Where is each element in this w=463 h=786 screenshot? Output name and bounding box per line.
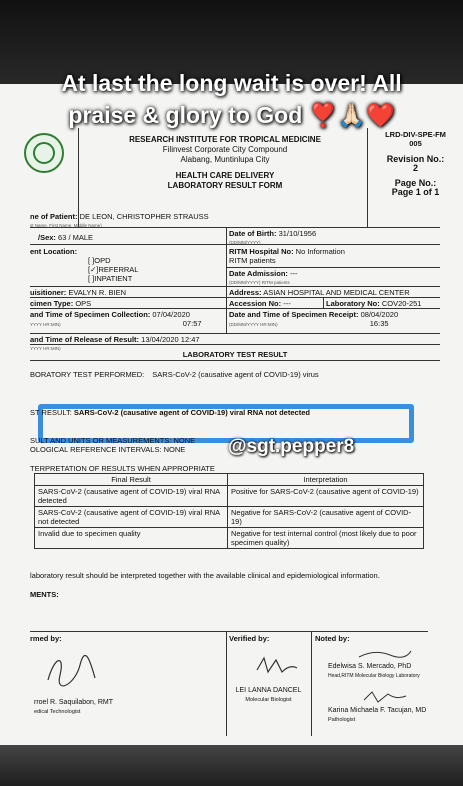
dob-row <box>229 229 316 247</box>
interpretation-title: TERPRETATION OF RESULTS WHEN APPROPRIATE <box>30 464 215 473</box>
test-result-row <box>30 408 310 417</box>
final-result-cell: Invalid due to specimen quality <box>35 528 228 549</box>
age-sex-label: /Sex: <box>38 233 56 242</box>
doc-code-suffix: 005 <box>409 139 422 148</box>
receipt-label: Date and Time of Specimen Receipt: <box>229 310 359 319</box>
revision-value: 2 <box>412 163 418 173</box>
story-caption-line-2 <box>0 102 463 129</box>
test-result-label: ST RESULT: <box>30 408 72 417</box>
noter1-name: Edelwisa S. Mercado, PhD <box>328 663 412 670</box>
opd-checkbox: [ ]OPD <box>88 256 111 265</box>
location-label: ent Location: <box>30 247 78 256</box>
final-result-header: Final Result <box>35 474 228 486</box>
patient-name-hint: st Name, First Name, Middle Name) <box>30 223 102 228</box>
revision-label: Revision No.: <box>386 154 445 164</box>
collection-time: 07:57 <box>182 319 202 328</box>
test-performed-label: BORATORY TEST PERFORMED: <box>30 370 145 379</box>
dob-label: Date of Birth: <box>229 229 277 238</box>
address-label: Address: <box>229 288 262 297</box>
verifier-name: LEI LANNA DANCEL <box>235 687 302 694</box>
ritm-logo <box>24 133 64 173</box>
inpatient-checkbox: [ ]INPATIENT <box>88 274 133 283</box>
table-row <box>35 528 424 549</box>
instagram-handle: @sgt.pepper8 <box>228 436 355 457</box>
noter2-title: Pathologist <box>328 717 356 723</box>
requisitioner-value: EVALYN R. BIEN <box>68 288 127 297</box>
collection-date: 07/04/2020 <box>152 310 190 319</box>
comments-label: MENTS: <box>30 590 59 599</box>
verifier-title: Molecular Biologist <box>245 697 292 703</box>
interpretation-table <box>34 473 424 549</box>
institute-name: RESEARCH INSTITUTE FOR TROPICAL MEDICINE <box>129 135 321 144</box>
patient-name-label: ne of Patient: <box>30 212 78 221</box>
specimen-type-row <box>30 299 91 308</box>
noter2-name: Karina Michaela F. Tacujan, MD <box>328 707 427 714</box>
receipt-date: 08/04/2020 <box>360 310 399 319</box>
performer-name: rroel R. Saquilabon, RMT <box>34 699 113 706</box>
hospital-no-sub: RITM patients <box>229 256 276 265</box>
noted-by-label: Noted by: <box>315 634 350 643</box>
dob-hint: (DD/MM/YYYY) <box>229 240 261 245</box>
test-performed-value: SARS-CoV-2 (causative agent of COVID-19) virus <box>152 370 319 379</box>
lab-no-label: Laboratory No: <box>326 299 380 308</box>
document-control-info <box>368 130 463 197</box>
noter1-signature <box>355 645 415 663</box>
section-title: LABORATORY TEST RESULT <box>182 350 288 359</box>
referral-checkbox: [✓]REFERRAL <box>88 265 139 274</box>
test-result-value: SARS-CoV-2 (causative agent of COVID-19) viral RNA not detected <box>73 408 310 417</box>
lab-no-value: COV20-251 <box>381 299 422 308</box>
final-result-cell: SARS-CoV-2 (causative agent of COVID-19) viral RNA detected <box>35 486 228 507</box>
lab-no-row <box>326 299 421 308</box>
reference-line: OLOGICAL REFERENCE INTERVALS: NONE <box>30 445 186 454</box>
interpretation-cell: Positive for SARS-CoV-2 (causative agent of COVID-19) <box>228 486 424 507</box>
accession-value: --- <box>283 299 291 308</box>
accession-label: Accession No: <box>229 299 282 308</box>
test-performed-row <box>30 370 319 379</box>
form-name: LABORATORY RESULT FORM <box>167 181 283 190</box>
release-label: and Time of Release of Result: <box>30 335 140 344</box>
release-value: 13/04/2020 12:47 <box>141 335 200 344</box>
hospital-no-row <box>229 247 345 265</box>
caption-text: praise & glory to God <box>68 102 303 128</box>
specimen-type-value: OPS <box>75 299 92 308</box>
location-row <box>30 247 138 283</box>
age-sex-row <box>38 233 93 242</box>
admission-value: --- <box>290 269 298 278</box>
accession-row <box>229 299 291 308</box>
interpretation-cell: Negative for SARS-CoV-2 (causative agent of COVID-19) <box>228 507 424 528</box>
noter1-title: Head,RITM Molecular Biology Laboratory <box>328 673 420 679</box>
department-name: HEALTH CARE DELIVERY <box>175 171 275 180</box>
noter2-block <box>328 706 426 725</box>
performer-title: edical Technologist <box>34 709 81 715</box>
admission-hint: (DD/MM/YYYY) RITM patients <box>229 280 290 285</box>
collection-hint: YYYY HR:MIN) <box>30 322 61 327</box>
story-caption-line-1: At last the long wait is over! All <box>61 70 402 96</box>
doc-code: LRD-DIV-SPE-FM <box>385 130 446 139</box>
interpretation-header: Interpretation <box>228 474 424 486</box>
release-hint: YYYY HR:MIN) <box>30 346 61 351</box>
story-background-bottom <box>0 745 463 786</box>
patient-name-row <box>30 212 209 230</box>
performed-by-label: rmed by: <box>30 634 62 643</box>
address-value: ASIAN HOSPITAL AND MEDICAL CENTER <box>263 288 410 297</box>
age-sex-value: 63 / MALE <box>58 233 94 242</box>
caption-emoji: ❣️🙏🏻❤️ <box>308 102 395 128</box>
table-header-row <box>35 474 424 486</box>
page-value: Page 1 of 1 <box>391 187 440 197</box>
noter2-signature <box>360 688 410 706</box>
admission-row <box>229 269 298 287</box>
institute-address-1: Filinvest Corporate City Compound <box>162 145 288 154</box>
table-row <box>35 486 424 507</box>
document-header <box>120 135 330 191</box>
units-line: SULT AND UNITS OR MEASUREMENTS: NONE <box>30 436 196 445</box>
dob-value: 31/10/1956 <box>278 229 317 238</box>
institute-address-2: Alabang, Muntinlupa City <box>180 155 270 164</box>
admission-label: Date Admission: <box>229 269 288 278</box>
address-row <box>229 288 410 297</box>
hospital-no-value: No Information <box>295 247 345 256</box>
collection-row <box>30 310 202 329</box>
hospital-no-label: RITM Hospital No: <box>229 247 294 256</box>
performer-signature <box>40 650 100 690</box>
requisitioner-row <box>30 288 126 297</box>
table-row <box>35 507 424 528</box>
interpretation-note: laboratory result should be interpreted together with the available clinical and epidemiological information. <box>30 571 380 580</box>
performer-block <box>34 698 113 717</box>
patient-name-value: DE LEON, CHRISTOPHER STRAUSS <box>79 212 209 221</box>
collection-label: and Time of Specimen Collection: <box>30 310 151 319</box>
final-result-cell: SARS-CoV-2 (causative agent of COVID-19) viral RNA not detected <box>35 507 228 528</box>
page-label: Page No.: <box>394 178 437 188</box>
receipt-hint: (DD/MM/YYYY HR:MIN) <box>229 322 278 327</box>
receipt-time: 16:35 <box>369 319 389 328</box>
interpretation-cell: Negative for test internal control (most likely due to poor specimen quality) <box>228 528 424 549</box>
receipt-row <box>229 310 398 329</box>
noter1-block <box>328 662 420 681</box>
requisitioner-label: uisitioner: <box>30 288 67 297</box>
verifier-signature <box>252 650 302 680</box>
verified-by-label: Verified by: <box>229 634 270 643</box>
verifier-block <box>226 686 311 705</box>
specimen-type-label: cimen Type: <box>30 299 74 308</box>
